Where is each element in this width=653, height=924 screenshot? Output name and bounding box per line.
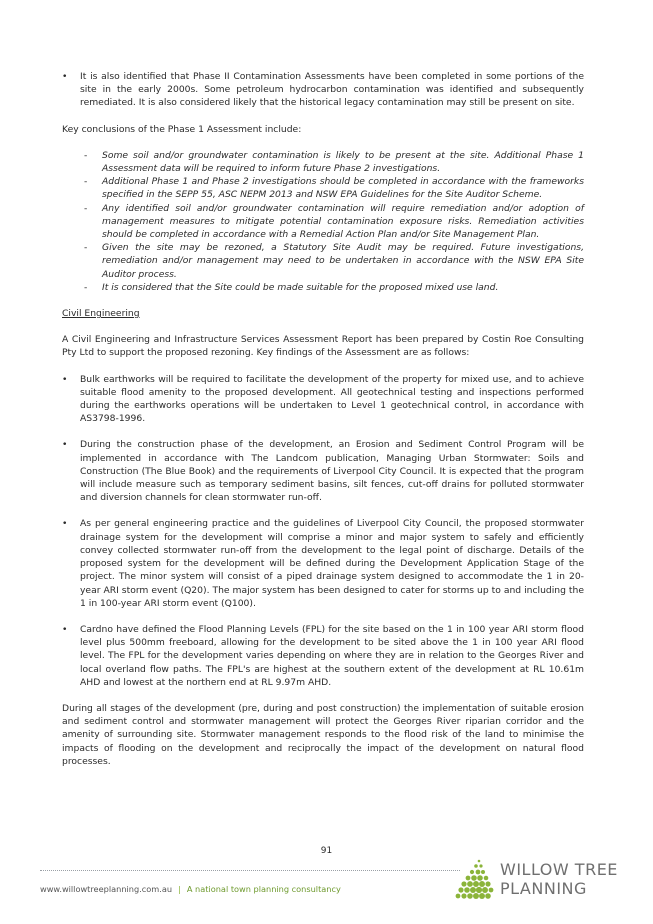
footer [40,884,341,894]
tree-icon [450,856,498,904]
intro-bullet: • It is also identified that Phase II Contamination Assessments have been completed in some portions of the site in the early 2000s. Some petroleum hydrocarbon contamination was identified and subsequently remediated. It is also considered likely that the historical legacy contamination may still be present on site. [62,70,584,110]
footer-separator: | [178,884,181,894]
footer-divider [40,870,460,871]
conclusion-item: - Given the site may be rezoned, a Statutory Site Audit may be required. Future investigations, remediation and/or management may need to be undertaken in accordance with the NSW EPA Site Auditor process. [62,241,584,281]
closing-paragraph: During all stages of the development (pre, during and post construction) the implementation of suitable erosion and sediment control and stormwater management will protect the Georges River riparian corridor and the amenity of surrounding site. Stormwater management responds to the flood risk of the land to minimise the impacts of flooding on the development and reciprocally the impact of the development on natural flood processes. [62,702,584,767]
civil-engineering-heading: Civil Engineering [62,308,140,320]
footer-tagline: A national town planning consultancy [186,884,341,894]
conclusion-item: - It is considered that the Site could be made suitable for the proposed mixed use land. [62,281,584,294]
page-content [62,70,584,781]
conclusion-item: - Any identified soil and/or groundwater contamination will require remediation and/or adoption of management measures to mitigate potential contamination exposure risks. Remediation activities should be completed in accordance with a Remedial Action Plan and/or Site Management Plan. [62,202,584,242]
logo-wordmark [500,860,618,898]
conclusion-item: - Some soil and/or groundwater contamination is likely to be present at the site. Additional Phase 1 Assessment data will be required to inform future Phase 2 investigations. [62,149,584,175]
logo-line-2: PLANNING [500,879,587,898]
willow-tree-logo [450,856,625,906]
key-conclusions-list [62,149,584,294]
civil-bullet: • Cardno have defined the Flood Planning Levels (FPL) for the site based on the 1 in 100 year ARI storm flood level plus 500mm freeboard, allowing for the development to be sited above the 1 in 100 year ARI flood level. The FPL for the development varies depending on where they are in relation to the Georges River and local overland flow paths. The FPL's are highest at the southern extent of the development at RL 10.61m AHD and lowest at the northern end at RL 9.97m AHD. [62,623,584,689]
civil-bullet: • As per general engineering practice and the guidelines of Liverpool City Council, the proposed stormwater drainage system for the development will comprise a minor and major system to safely and efficiently convey collected stormwater run-off from the development to the legal point of discharge. Details of the proposed system for the development will be defined during the Development Application Stage of the project. The minor system will consist of a piped drainage system designed to accommodate the 1 in 20-year ARI storm event (Q20). The major system has been designed to cater for storms up to and including the 1 in 100-year ARI storm event (Q100). [62,517,584,609]
civil-intro: A Civil Engineering and Infrastructure Services Assessment Report has been prepared by Costin Roe Consulting Pty Ltd to support the proposed rezoning. Key findings of the Assessment are as follows: [62,334,584,359]
civil-bullet: • During the construction phase of the development, an Erosion and Sediment Control Program will be implemented in accordance with The Landcom publication, Managing Urban Stormwater: Soils and Construction (The Blue Book) and the requirements of Liverpool City Council. It is expected that the program will include measure such as temporary sediment basins, silt fences, cut-off drains for polluted stormwater and diversion channels for clean stormwater run-off. [62,438,584,504]
logo-line-1: WILLOW TREE [500,860,618,879]
conclusion-item: - Additional Phase 1 and Phase 2 investigations should be completed in accordance with the frameworks specified in the SEPP 55, ASC NEPM 2013 and NSW EPA Guidelines for the Site Auditor Scheme. [62,175,584,201]
key-conclusions-intro: Key conclusions of the Phase 1 Assessment include: [62,123,302,135]
page-number: 91 [320,846,333,856]
footer-website-link[interactable]: www.willowtreeplanning.com.au [40,884,173,894]
civil-bullet: • Bulk earthworks will be required to facilitate the development of the property for mixed use, and to achieve suitable flood amenity to the proposed development. All geotechnical testing and inspections performed during the earthworks operations will be undertaken to Level 1 geotechnical control, in accordance with AS3798-1996. [62,373,584,426]
